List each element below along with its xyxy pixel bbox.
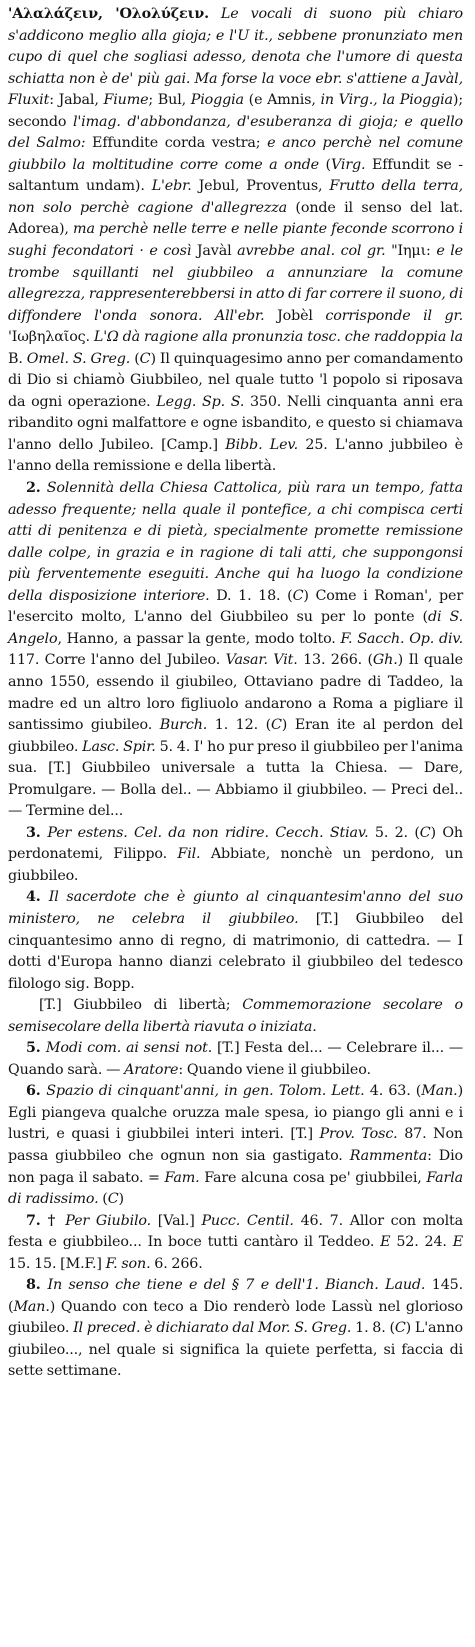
text-segment: , Hanno, a passar la gente, modo tolto.: [57, 630, 341, 647]
italic-segment: Per estens. Cel. da non ridire. Cecch. Stiav.: [47, 824, 369, 841]
italic-segment: e anco perchè nel comune giubbilo la moltitudine corre come a onde: [8, 135, 463, 173]
italic-segment: Virg.: [330, 156, 366, 173]
etymology-paragraph: [8, 4, 463, 478]
italic-segment: C: [107, 1191, 119, 1208]
italic-segment: Fiume: [103, 92, 149, 109]
italic-segment: Gh.: [372, 652, 398, 669]
italic-segment: C: [419, 824, 431, 841]
italic-segment: Commemorazione secolare o semisecolare della libertà riavuta o iniziata.: [8, 997, 464, 1035]
text-segment: ) Egli piangeva qualche oruzza male spesa, io piango gli anni e i lustri, e quasi i giubbilei interi interi. [T.]: [8, 1083, 463, 1143]
text-segment: Javàl: [191, 243, 238, 260]
text-segment: (: [130, 350, 140, 367]
text-segment: ) L'anno giubileo..., nel quale si significa la quiete perfetta, si faccia di sette settimane.: [8, 1320, 463, 1380]
text-segment: : Quando viene il giubbileo.: [178, 1061, 371, 1078]
italic-segment: Frutto della terra, non solo perchè cagione d'allegrezza: [8, 178, 464, 216]
text-segment: [T.] Festa del... — Celebrare il... — Quando sarà. —: [8, 1040, 464, 1078]
text-segment: ) Oh perdonatemi, Filippo.: [8, 824, 463, 863]
italic-segment: Il sacerdote che è giunto al cinquantesim'anno del suo ministero, ne celebra il giubbileo.: [8, 889, 463, 927]
italic-segment: ma perchè nelle terre e nelle piante feconde scorrono i sughi fecondatori · e così: [8, 221, 463, 260]
italic-segment: In senso che tiene e del § 7 e dell'1. Bianch. Laud.: [47, 1277, 426, 1294]
text-segment: Effundite corda vestra;: [85, 135, 268, 152]
text-segment: Effundit se - saltantum undam).: [8, 156, 463, 195]
italic-segment: C: [292, 587, 304, 604]
italic-segment: corrisponde il gr.: [325, 307, 463, 324]
italic-segment: Il preced. è dichiarato dal Mor. S. Greg.: [73, 1320, 352, 1337]
text-segment: 52. 24.: [390, 1234, 453, 1251]
italic-segment: Fam.: [164, 1169, 200, 1186]
italic-segment: Pucc. Centil.: [201, 1212, 294, 1229]
italic-segment: e le trombe squillanti nel giubbileo a annunziare la comune allegrezza, rappresenterebbersi in atto di far correre il suono, di diffondere l'onda sonora. All'ebr.: [8, 243, 463, 324]
text-segment: 145. (: [8, 1277, 463, 1315]
text-segment: 87. Non passa giubbileo che ognun non sia gastigato.: [8, 1126, 463, 1164]
sense-4-liberty-paragraph: [8, 995, 463, 1038]
text-segment: [Val.]: [151, 1212, 202, 1229]
text-segment: ) Eran ite al perdon del giubbileo.: [8, 717, 463, 755]
text-segment: [T.] Giubbileo di libertà;: [39, 997, 243, 1014]
italic-segment: in Virg., la Pioggia: [320, 92, 453, 109]
text-segment: Jebul, Proventus,: [191, 178, 330, 195]
italic-segment: L'ebr.: [151, 178, 192, 195]
italic-segment: Farla di radissimo.: [8, 1169, 463, 1208]
italic-segment: L'Ω dà ragione alla pronunzia tosc. che raddoppia la: [93, 329, 463, 346]
sense-3-paragraph: [8, 823, 463, 888]
text-segment: Jobèl: [264, 307, 326, 324]
headword-segment: 5.: [26, 1040, 46, 1057]
headword-segment: 4.: [26, 889, 49, 906]
sense-6-paragraph: [8, 1081, 463, 1210]
text-segment: ) Come i Roman', per l'esercito molto, L'anno del Giubbileo su per lo ponte (: [8, 587, 463, 626]
text-segment: : Jabal,: [49, 92, 104, 109]
italic-segment: F. Sacch. Op. div.: [340, 630, 463, 647]
italic-segment: Burch.: [159, 717, 208, 734]
headword-segment: 7. †: [26, 1212, 66, 1229]
text-segment: [T.] Giubbileo del cinquantesimo anno di regno, di matrimonio, di cattedra. — I dotti d'Europa hanno dianzi celebrato il giubbileo del tedesco filologo sig. Bopp.: [8, 910, 463, 992]
text-segment: (: [318, 156, 331, 173]
italic-segment: Rammenta: [349, 1147, 428, 1164]
italic-segment: E: [380, 1234, 391, 1251]
text-segment: (e Amnis,: [243, 92, 321, 109]
text-segment: ) Il quinquagesimo anno per comandamento di Dio si chiamò Giubbileo, nel quale tutto 'l popolo si riposava da ogni operazione.: [8, 350, 464, 410]
italic-segment: Prov. Tosc.: [319, 1126, 398, 1143]
italic-segment: l'imag. d'abbondanza, d'esuberanza di gioja; e quello del Salmo:: [8, 113, 463, 152]
text-segment: 4. 63. (: [364, 1083, 422, 1100]
italic-segment: C: [139, 350, 151, 367]
text-segment: 13. 266. (: [297, 652, 373, 669]
text-segment: 25. L'anno jubbileo è l'anno della remissione e della libertà.: [8, 436, 463, 475]
text-segment: Abbiate, nonchè un perdono, un giubbileo.: [8, 846, 463, 884]
italic-segment: Pioggia: [190, 92, 244, 109]
text-segment: 46. 7. Allor con molta festa e giubbileo... In boce tutti cantàro il Teddeo.: [8, 1212, 463, 1251]
italic-segment: Aratore: [124, 1061, 179, 1078]
sense-7-paragraph: [8, 1211, 463, 1276]
italic-segment: Omel. S. Greg.: [26, 350, 131, 367]
text-segment: : Dio non paga il sabato. =: [8, 1147, 463, 1186]
text-segment: "Ιημι:: [385, 243, 437, 260]
italic-segment: di S. Angelo: [8, 609, 464, 647]
text-segment: Fare alcuna cosa pe' giubbilei,: [199, 1169, 427, 1186]
text-segment: ) Quando con teco a Dio renderò lode Lassù nel glorioso giubileo.: [8, 1298, 463, 1337]
text-segment: 1. 12. (: [207, 717, 271, 734]
headword-segment: 'Αλαλάζειν, 'Ολολύζειν.: [8, 6, 209, 22]
italic-segment: F. son.: [105, 1255, 151, 1272]
italic-segment: C: [271, 717, 282, 734]
text-segment: D. 1. 18. (: [209, 587, 293, 604]
headword-segment: 3.: [26, 824, 48, 841]
italic-segment: Bibb. Lev.: [225, 436, 299, 453]
text-segment: ) Il quale anno 1550, essendo il giubileo, Ottaviano padre di Taddeo, la madre ed un altro loro figliuolo andarono a Roma a pigliare il santissimo giubileo.: [8, 652, 463, 734]
italic-segment: Fluxit: [8, 92, 50, 109]
text-segment: 350. Nelli cinquanta anni era ribandito ogni malfattore e ogne isbandito, e questo si chiamava l'anno dello Jubileo. [Camp.]: [8, 393, 463, 453]
italic-segment: Man.: [13, 1298, 50, 1315]
italic-segment: C: [394, 1320, 406, 1337]
text-segment: B.: [8, 350, 27, 367]
italic-segment: Man.: [421, 1083, 458, 1100]
italic-segment: E: [452, 1234, 463, 1251]
headword-segment: 2.: [26, 480, 47, 497]
text-segment: (onde il senso del lat. Adorea),: [8, 199, 463, 238]
italic-segment: Spazio di cinquant'anni, in gen. Tolom. Lett.: [46, 1083, 365, 1100]
sense-8-paragraph: [8, 1275, 463, 1383]
sense-5-paragraph: [8, 1038, 463, 1081]
text-segment: 5. 4. I' ho pur preso il giubbileo per l'anima sua. [T.] Giubbileo universale a tutta la Chiesa. — Dare, Promulgare. — Bolla del.. — Abbiamo il giubbileo. — Preci del.. — Termine del...: [8, 738, 463, 820]
text-segment: 1. 8. (: [351, 1320, 395, 1337]
text-segment: ); secondo: [8, 92, 463, 130]
italic-segment: Modi com. ai sensi not.: [45, 1040, 213, 1057]
italic-segment: Lasc. Spir.: [82, 738, 156, 755]
headword-segment: 6.: [26, 1083, 47, 1100]
italic-segment: Le vocali di suono più chiaro s'addicono meglio alla gioja; e l'U it., sebbene pronunziato men cupo di quel che sogliasi adesso, denota che l'umore di questa schiatta non è de' più gai. Ma forse la voce ebr. s'attiene a Javàl,: [8, 6, 463, 87]
text-segment: 117. Corre l'anno del Jubileo.: [8, 652, 226, 669]
italic-segment: Per Giubilo.: [65, 1212, 152, 1229]
text-segment: 'Ιωβηλαῖος.: [8, 329, 94, 346]
italic-segment: avrebbe anal. col gr.: [237, 243, 386, 260]
italic-segment: Vasar. Vit.: [225, 652, 298, 669]
text-segment: ): [118, 1191, 124, 1208]
sense-4-paragraph: [8, 887, 463, 995]
text-segment: (: [98, 1191, 108, 1208]
italic-segment: Solennità della Chiesa Cattolica, più rara un tempo, fatta adesso frequente; nella quale il pontefice, a chi compisca certi atti di penitenza e di pietà, specialmente promette remissione dalle colpe, in grazia e in ragione di tali atti, che suppongonsi più ferventemente eseguiti. Anche qui ha luogo la condizione della disposizione interiore.: [8, 480, 463, 604]
italic-segment: Fil.: [177, 846, 201, 863]
text-segment: 6. 266.: [150, 1255, 203, 1272]
headword-segment: 8.: [26, 1277, 48, 1294]
italic-segment: Legg. Sp. S.: [156, 393, 245, 410]
text-segment: 15. 15. [M.F.]: [8, 1255, 106, 1272]
text-segment: ; Bul,: [148, 92, 191, 109]
text-segment: 5. 2. (: [368, 824, 420, 841]
sense-2-paragraph: [8, 478, 463, 823]
